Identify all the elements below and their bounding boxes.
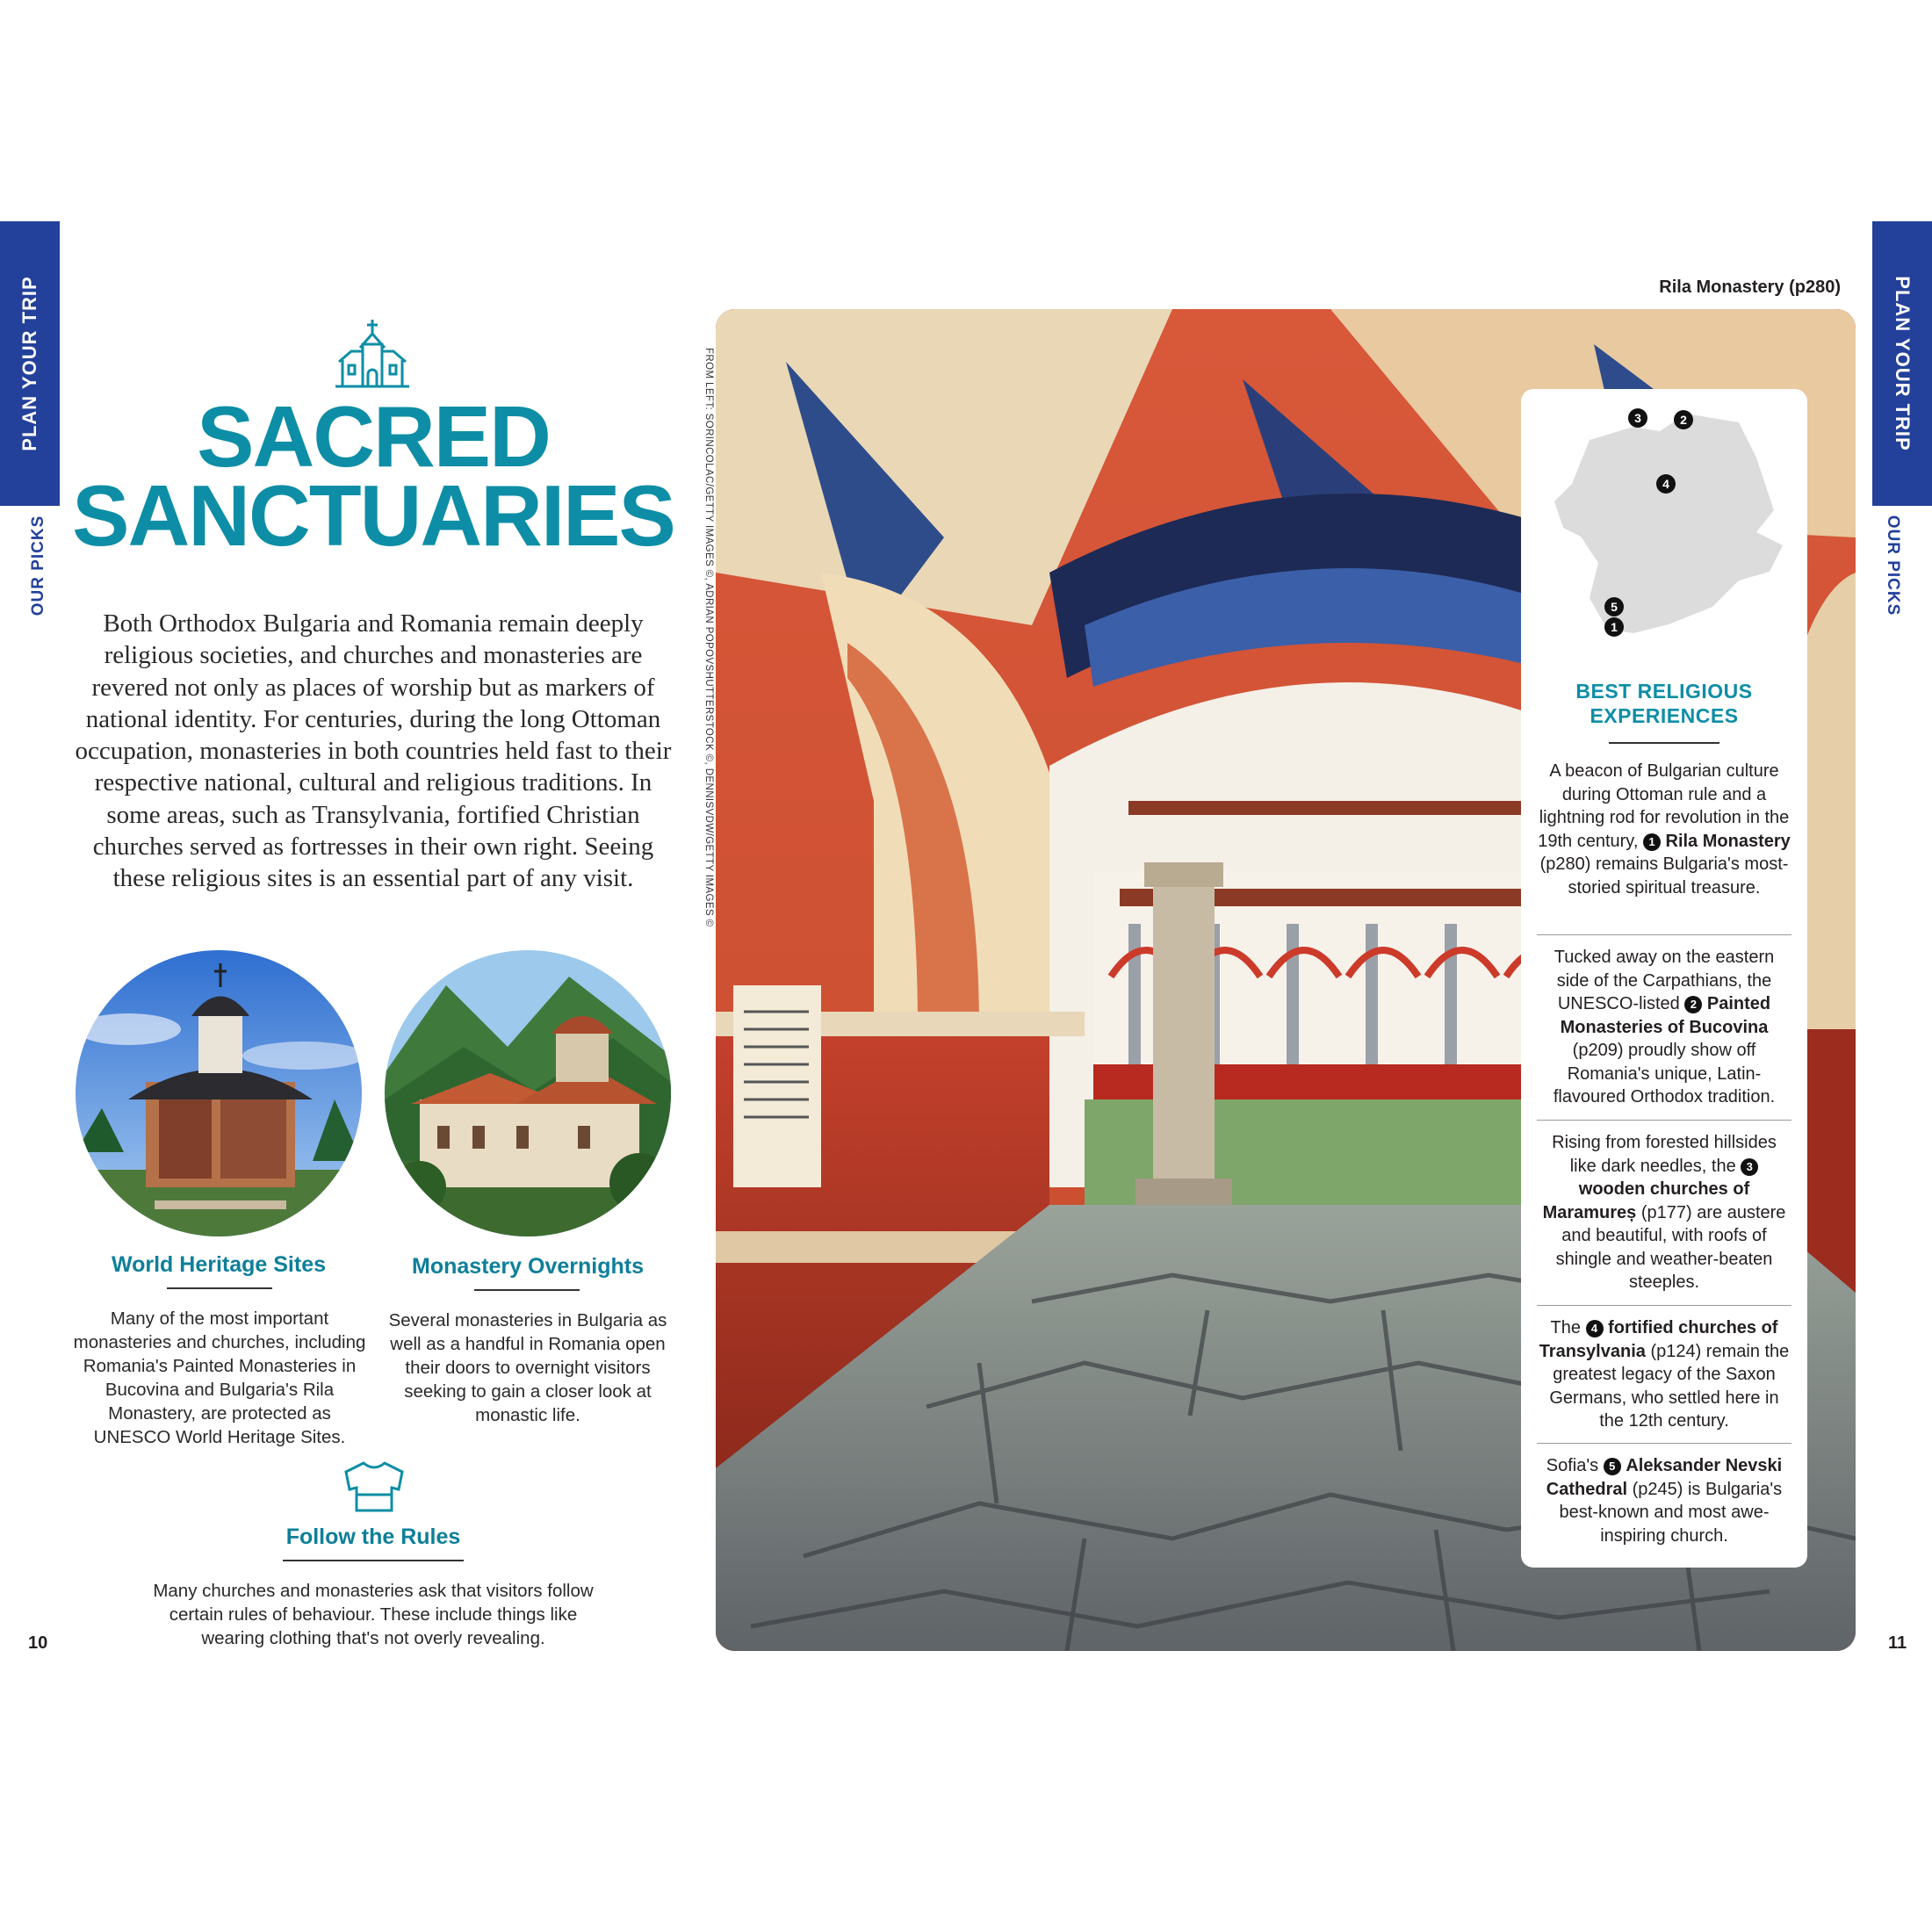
intro-paragraph: Both Orthodox Bulgaria and Romania remain deeply religious societies, and churches and monasteries are revered not only as places of worship but as markers of national identity. For centuries, during the long Ottoman occupation, monasteries in both countries held fast to their respective national, cultural and religious traditions. In some areas, such as Transylvania, fortified Christian churches served as fortresses in their own right. Seeing these religious sites is an essential part of any visit.: [75, 609, 672, 893]
follow-rules-heading: Follow the Rules: [285, 1525, 461, 1549]
title-line-2: SANCTUARIES: [72, 467, 674, 564]
follow-rules-rule: [283, 1560, 464, 1561]
monastery-overnights-body: Several monasteries in Bulgaria as well as a handful in Romania open their doors to overnight visitors seeking to gain a closer look at monastic life.: [388, 1310, 667, 1425]
map-marker-3: 3: [1628, 408, 1647, 428]
mountain-monastery-photo: [385, 950, 671, 1236]
experience-1-name: Rila Monastery: [1665, 831, 1791, 851]
world-heritage-body: Many of the most important monasteries and churches, including Romania's Painted Monasteries in Bucovina and Bulgaria's Rila Monastery, are protected as UNESCO World Heritage Sites.: [73, 1308, 366, 1447]
follow-rules-body: Many churches and monasteries ask that visitors follow certain rules of behaviour. These include things like wearing clothing that's not overly revealing.: [153, 1581, 594, 1648]
card-heading-rule: [1609, 742, 1719, 744]
world-heritage-heading: World Heritage Sites: [111, 1252, 327, 1277]
romania-bulgaria-map: [1537, 405, 1791, 642]
page-number-left: 10: [28, 1633, 48, 1653]
experience-3-text: Rising from forested hillsides like dark needles, the: [1552, 1133, 1777, 1176]
experience-item: [1537, 760, 1791, 899]
experience-item: [1537, 946, 1791, 1109]
photo-credit: FROM LEFT: SORINCOLAC/GETTY IMAGES ©, ADRIAN POPOVSHUTTERSTOCK ©, DENNISVDW/GETTY IMAGES ©: [703, 348, 714, 927]
experience-4-name: fortified churches of Transylvania: [1539, 1318, 1778, 1361]
card-heading: [1521, 679, 1807, 728]
experience-item: [1537, 1454, 1791, 1547]
experience-1-text: A beacon of Bulgarian culture during Ottoman rule and a lightning rod for revolution in the 19th century,: [1538, 761, 1790, 851]
experience-3-number: 3: [1741, 1158, 1758, 1176]
card-heading-line-1: BEST RELIGIOUS: [1575, 680, 1753, 703]
experience-4-number: 4: [1586, 1320, 1604, 1337]
experience-2-text: Tucked away on the eastern side of the Carpathians, the UNESCO-listed: [1554, 948, 1775, 1013]
shirt-icon: [342, 1460, 406, 1514]
experience-4-text: The: [1550, 1318, 1581, 1337]
our-picks-label-right: OUR PICKS: [1884, 515, 1902, 616]
experience-3-name: wooden churches of Maramureș: [1542, 1179, 1750, 1222]
experience-5-text: Sofia's: [1546, 1456, 1599, 1475]
experience-separator: [1537, 934, 1791, 935]
experience-separator: [1537, 1120, 1791, 1121]
card-heading-line-2: EXPERIENCES: [1590, 704, 1739, 727]
monastery-overnights-rule: [474, 1289, 580, 1291]
experience-item: [1537, 1131, 1791, 1294]
experience-separator: [1537, 1443, 1791, 1444]
page-number-right: 11: [1888, 1633, 1907, 1653]
best-religious-experiences-card: [1521, 389, 1807, 1568]
experience-2-detail: (p209) proudly show off Romania's unique, Latin-flavoured Orthodox tradition.: [1553, 1041, 1776, 1107]
experience-3-detail: (p177) are austere and beautiful, with roofs of shingle and weather-beaten steeples.: [1555, 1202, 1786, 1292]
experience-2-name: Painted Monasteries of Bucovina: [1560, 994, 1771, 1037]
plan-your-trip-tab-left: [0, 221, 60, 506]
plan-your-trip-label-left: PLAN YOUR TRIP: [18, 276, 40, 451]
experience-1-detail: (p280) remains Bulgaria's most-storied spiritual treasure.: [1539, 854, 1789, 898]
experience-1-number: 1: [1643, 833, 1661, 851]
church-icon: [334, 318, 411, 388]
experience-separator: [1537, 1305, 1791, 1306]
map-marker-1: 1: [1604, 617, 1624, 637]
experience-5-number: 5: [1604, 1458, 1621, 1475]
experience-4-detail: (p124) remain the greatest legacy of the Saxon Germans, who settled here in the 12th century.: [1549, 1341, 1790, 1431]
plan-your-trip-label-right: PLAN YOUR TRIP: [1892, 276, 1914, 451]
title-line-1: SACRED: [197, 388, 550, 485]
experience-item: [1537, 1316, 1791, 1433]
page-title: [61, 388, 685, 564]
map-marker-2: 2: [1674, 410, 1693, 429]
monastery-overnights-heading: Monastery Overnights: [412, 1254, 644, 1279]
map-marker-5: 5: [1604, 597, 1624, 616]
world-heritage-rule: [167, 1287, 272, 1289]
plan-your-trip-tab-right: [1872, 221, 1932, 506]
painted-monastery-photo: [76, 950, 362, 1236]
map-marker-4: 4: [1656, 474, 1676, 494]
experience-5-name: Aleksander Nevski Cathedral: [1546, 1456, 1783, 1499]
experience-5-detail: (p245) is Bulgaria's best-known and most awe-inspiring church.: [1559, 1479, 1783, 1546]
photo-caption: Rila Monastery (p280): [1659, 278, 1841, 297]
experience-2-number: 2: [1684, 996, 1702, 1013]
our-picks-label-left: OUR PICKS: [29, 515, 47, 616]
